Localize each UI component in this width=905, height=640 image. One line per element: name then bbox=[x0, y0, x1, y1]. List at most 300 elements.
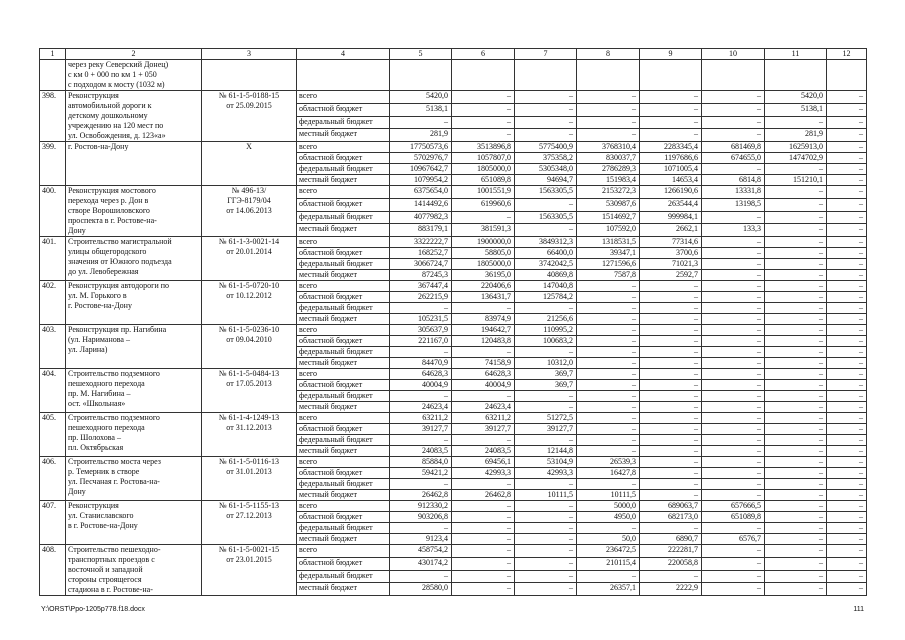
amount-cell: – bbox=[765, 424, 827, 435]
budget-source: местный бюджет bbox=[297, 175, 390, 186]
column-number: 10 bbox=[702, 49, 765, 60]
amount-cell: 40869,8 bbox=[515, 270, 577, 281]
amount-cell: – bbox=[827, 270, 867, 281]
amount-cell: – bbox=[515, 479, 577, 490]
amount-cell: 10967642,7 bbox=[390, 164, 452, 175]
budget-source: местный бюджет bbox=[297, 270, 390, 281]
expertise-line: № 61-1-5-0720-10 bbox=[218, 281, 280, 290]
amount-cell: – bbox=[827, 391, 867, 402]
amount-cell: 4950,0 bbox=[577, 512, 640, 523]
amount-cell: – bbox=[577, 380, 640, 391]
table-row bbox=[40, 60, 867, 91]
amount-cell bbox=[765, 60, 827, 91]
amount-cell: – bbox=[827, 490, 867, 501]
amount-cell: 681469,8 bbox=[702, 142, 765, 153]
amount-cell: – bbox=[765, 468, 827, 479]
amount-cell: – bbox=[640, 358, 702, 369]
expertise-line: № 61-1-5-0021-15 bbox=[218, 545, 280, 554]
expertise-line: от 31.12.2013 bbox=[226, 423, 272, 432]
object-name bbox=[66, 186, 202, 237]
object-name bbox=[66, 237, 202, 281]
expertise-conclusion bbox=[202, 142, 297, 186]
budget-source: федеральный бюджет bbox=[297, 303, 390, 314]
amount-cell: 36195,0 bbox=[452, 270, 515, 281]
budget-source: областной бюджет bbox=[297, 248, 390, 259]
amount-cell: 120483,8 bbox=[452, 336, 515, 347]
amount-cell: – bbox=[827, 435, 867, 446]
amount-cell: 40004,9 bbox=[390, 380, 452, 391]
amount-cell: – bbox=[640, 347, 702, 358]
amount-cell: – bbox=[827, 292, 867, 303]
amount-cell: – bbox=[702, 211, 765, 224]
amount-cell: 1271596,6 bbox=[577, 259, 640, 270]
amount-cell: – bbox=[827, 468, 867, 479]
amount-cell: – bbox=[640, 523, 702, 534]
object-name bbox=[66, 457, 202, 501]
expertise-line: № 496-13/ bbox=[231, 186, 267, 195]
amount-cell: 84470,9 bbox=[390, 358, 452, 369]
budget-source: областной бюджет bbox=[297, 424, 390, 435]
amount-cell: – bbox=[577, 325, 640, 336]
table-row bbox=[40, 369, 867, 380]
column-number: 1 bbox=[40, 49, 66, 60]
amount-cell: 58805,0 bbox=[452, 248, 515, 259]
amount-cell: 1071005,4 bbox=[640, 164, 702, 175]
expertise-conclusion bbox=[202, 60, 297, 91]
amount-cell: 220406,6 bbox=[452, 281, 515, 292]
amount-cell: – bbox=[702, 490, 765, 501]
footer-file-path: Y:\ORST\Ppo-1205p778.f18.docx bbox=[41, 606, 145, 613]
amount-cell: – bbox=[452, 545, 515, 558]
amount-cell: 903206,8 bbox=[390, 512, 452, 523]
object-name-line: значения от Южного подъезда bbox=[68, 257, 172, 266]
amount-cell: 369,7 bbox=[515, 369, 577, 380]
amount-cell: – bbox=[827, 164, 867, 175]
object-name-line: в г. Ростове-на-Дону bbox=[68, 521, 138, 530]
column-number-row bbox=[40, 49, 867, 60]
amount-cell: 458754,2 bbox=[390, 545, 452, 558]
item-number: 406. bbox=[40, 457, 66, 501]
expertise-line: от 27.12.2013 bbox=[226, 511, 272, 520]
amount-cell: 220058,8 bbox=[640, 557, 702, 570]
object-name-line: с подходом к мосту (1032 м) bbox=[68, 80, 165, 89]
amount-cell: 221167,0 bbox=[390, 336, 452, 347]
amount-cell: – bbox=[577, 347, 640, 358]
object-name-line: Строительство пешеходно- bbox=[68, 545, 161, 554]
amount-cell: 6814,8 bbox=[702, 175, 765, 186]
amount-cell: 5702976,7 bbox=[390, 153, 452, 164]
column-number: 4 bbox=[297, 49, 390, 60]
amount-cell: – bbox=[827, 211, 867, 224]
amount-cell: – bbox=[702, 391, 765, 402]
amount-cell: – bbox=[765, 512, 827, 523]
amount-cell: – bbox=[515, 198, 577, 211]
amount-cell: – bbox=[452, 570, 515, 583]
item-number: 398. bbox=[40, 91, 66, 142]
amount-cell: – bbox=[702, 314, 765, 325]
amount-cell: – bbox=[827, 358, 867, 369]
amount-cell: – bbox=[827, 224, 867, 237]
amount-cell: – bbox=[390, 116, 452, 129]
column-number: 12 bbox=[827, 49, 867, 60]
amount-cell: – bbox=[827, 259, 867, 270]
amount-cell: – bbox=[452, 391, 515, 402]
budget-source: областной бюджет bbox=[297, 198, 390, 211]
amount-cell: – bbox=[765, 303, 827, 314]
object-name-line: г. Ростове-на-Дону bbox=[68, 301, 132, 310]
amount-cell: 1266190,6 bbox=[640, 186, 702, 199]
amount-cell: – bbox=[640, 380, 702, 391]
amount-cell: – bbox=[827, 523, 867, 534]
amount-cell: 40004,9 bbox=[452, 380, 515, 391]
object-name bbox=[66, 369, 202, 413]
amount-cell: 3066724,7 bbox=[390, 259, 452, 270]
amount-cell: – bbox=[702, 413, 765, 424]
object-name-line: автомобильной дороги к bbox=[68, 101, 152, 110]
amount-cell: – bbox=[702, 369, 765, 380]
amount-cell: 1001551,9 bbox=[452, 186, 515, 199]
amount-cell: – bbox=[702, 358, 765, 369]
amount-cell: 66400,0 bbox=[515, 248, 577, 259]
amount-cell: – bbox=[640, 413, 702, 424]
amount-cell: 28580,0 bbox=[390, 583, 452, 596]
budget-source: федеральный бюджет bbox=[297, 479, 390, 490]
amount-cell: – bbox=[702, 545, 765, 558]
amount-cell: 17750573,6 bbox=[390, 142, 452, 153]
amount-cell: 3700,6 bbox=[640, 248, 702, 259]
amount-cell: – bbox=[452, 211, 515, 224]
amount-cell: – bbox=[577, 391, 640, 402]
budget-source: всего bbox=[297, 186, 390, 199]
object-name-line: Строительство моста через bbox=[68, 457, 161, 466]
amount-cell: 369,7 bbox=[515, 380, 577, 391]
amount-cell: 222281,7 bbox=[640, 545, 702, 558]
item-number: 407. bbox=[40, 501, 66, 545]
amount-cell: – bbox=[765, 583, 827, 596]
column-number: 5 bbox=[390, 49, 452, 60]
amount-cell: – bbox=[640, 424, 702, 435]
amount-cell: – bbox=[577, 413, 640, 424]
amount-cell: – bbox=[827, 424, 867, 435]
amount-cell: – bbox=[452, 512, 515, 523]
amount-cell: – bbox=[452, 583, 515, 596]
amount-cell: 24083,5 bbox=[390, 446, 452, 457]
amount-cell: – bbox=[827, 303, 867, 314]
amount-cell: 151983,4 bbox=[577, 175, 640, 186]
object-name-line: г. Ростов-на-Дону bbox=[68, 142, 129, 151]
amount-cell: 24623,4 bbox=[390, 402, 452, 413]
amount-cell: – bbox=[827, 347, 867, 358]
object-name bbox=[66, 91, 202, 142]
amount-cell: – bbox=[577, 424, 640, 435]
expertise-line: ГГЭ-8179/04 bbox=[227, 196, 271, 205]
amount-cell: – bbox=[827, 186, 867, 199]
amount-cell: – bbox=[515, 91, 577, 104]
amount-cell: – bbox=[765, 211, 827, 224]
amount-cell: – bbox=[765, 479, 827, 490]
table-row bbox=[40, 281, 867, 292]
amount-cell: 10312,0 bbox=[515, 358, 577, 369]
object-name-line: ул. Ларина) bbox=[68, 345, 108, 354]
amount-cell: 999984,1 bbox=[640, 211, 702, 224]
budget-source: федеральный бюджет bbox=[297, 570, 390, 583]
amount-cell: – bbox=[577, 402, 640, 413]
amount-cell: – bbox=[577, 303, 640, 314]
item-number: 403. bbox=[40, 325, 66, 369]
budget-source: федеральный бюджет bbox=[297, 391, 390, 402]
amount-cell: 3768310,4 bbox=[577, 142, 640, 153]
amount-cell: 42993,3 bbox=[515, 468, 577, 479]
amount-cell: 71021,3 bbox=[640, 259, 702, 270]
object-name-line: через реку Северский Донец) bbox=[68, 60, 169, 69]
amount-cell: 39127,7 bbox=[390, 424, 452, 435]
table-row bbox=[40, 325, 867, 336]
amount-cell: – bbox=[515, 103, 577, 116]
table-row bbox=[40, 142, 867, 153]
amount-cell: – bbox=[702, 570, 765, 583]
amount-cell: – bbox=[452, 103, 515, 116]
amount-cell: – bbox=[702, 237, 765, 248]
amount-cell bbox=[702, 60, 765, 91]
amount-cell bbox=[452, 60, 515, 91]
amount-cell: – bbox=[827, 116, 867, 129]
amount-cell: – bbox=[577, 435, 640, 446]
amount-cell: – bbox=[827, 91, 867, 104]
object-name-line: проспекта в г. Ростове-на- bbox=[68, 216, 157, 225]
object-name-line: улицы общегородского bbox=[68, 247, 147, 256]
item-number: 404. bbox=[40, 369, 66, 413]
object-name-line: Дону bbox=[68, 226, 86, 235]
amount-cell: 2153272,3 bbox=[577, 186, 640, 199]
amount-cell: 136431,7 bbox=[452, 292, 515, 303]
amount-cell: 430174,2 bbox=[390, 557, 452, 570]
amount-cell: – bbox=[577, 369, 640, 380]
amount-cell: 105231,5 bbox=[390, 314, 452, 325]
object-name bbox=[66, 325, 202, 369]
amount-cell: – bbox=[577, 446, 640, 457]
amount-cell: 10111,5 bbox=[577, 490, 640, 501]
expertise-conclusion bbox=[202, 457, 297, 501]
amount-cell: 16427,8 bbox=[577, 468, 640, 479]
item-number: 405. bbox=[40, 413, 66, 457]
amount-cell: 1318531,5 bbox=[577, 237, 640, 248]
amount-cell: – bbox=[765, 402, 827, 413]
amount-cell: – bbox=[640, 129, 702, 142]
amount-cell: 13331,8 bbox=[702, 186, 765, 199]
amount-cell: – bbox=[640, 314, 702, 325]
amount-cell: – bbox=[827, 129, 867, 142]
object-name-line: пешеходного перехода bbox=[68, 379, 145, 388]
budget-source: федеральный бюджет bbox=[297, 211, 390, 224]
amount-cell: 194642,7 bbox=[452, 325, 515, 336]
budget-source: всего bbox=[297, 325, 390, 336]
amount-cell: – bbox=[765, 248, 827, 259]
amount-cell: – bbox=[702, 116, 765, 129]
budget-source: областной бюджет bbox=[297, 292, 390, 303]
object-name-line: Строительство подземного bbox=[68, 413, 160, 422]
amount-cell: – bbox=[827, 314, 867, 325]
expertise-conclusion bbox=[202, 91, 297, 142]
amount-cell: – bbox=[702, 129, 765, 142]
expertise-line: от 20.01.2014 bbox=[226, 247, 272, 256]
amount-cell: – bbox=[515, 402, 577, 413]
amount-cell: – bbox=[827, 534, 867, 545]
amount-cell: – bbox=[765, 380, 827, 391]
table-row bbox=[40, 237, 867, 248]
object-name-line: ул. Песчаная г. Ростова-на- bbox=[68, 477, 160, 486]
object-name-line: ул. Станиславского bbox=[68, 511, 134, 520]
amount-cell: 5305348,0 bbox=[515, 164, 577, 175]
budget-source: федеральный бюджет bbox=[297, 259, 390, 270]
amount-cell: – bbox=[765, 292, 827, 303]
amount-cell: 3322222,7 bbox=[390, 237, 452, 248]
amount-cell: – bbox=[765, 336, 827, 347]
table-row bbox=[40, 186, 867, 199]
budget-source: всего bbox=[297, 369, 390, 380]
amount-cell: 657666,5 bbox=[702, 501, 765, 512]
object-name bbox=[66, 501, 202, 545]
amount-cell: – bbox=[765, 501, 827, 512]
amount-cell: 110995,2 bbox=[515, 325, 577, 336]
amount-cell: 1414492,6 bbox=[390, 198, 452, 211]
amount-cell: – bbox=[702, 402, 765, 413]
amount-cell: 64628,3 bbox=[452, 369, 515, 380]
amount-cell: – bbox=[702, 523, 765, 534]
budget-source: федеральный бюджет bbox=[297, 116, 390, 129]
budget-source: всего bbox=[297, 413, 390, 424]
amount-cell: 85884,0 bbox=[390, 457, 452, 468]
expertise-line: № 61-1-5-0484-13 bbox=[218, 369, 280, 378]
amount-cell: 1563305,5 bbox=[515, 186, 577, 199]
amount-cell: 883179,1 bbox=[390, 224, 452, 237]
amount-cell: 682173,0 bbox=[640, 512, 702, 523]
object-name bbox=[66, 142, 202, 186]
amount-cell: – bbox=[827, 557, 867, 570]
column-number: 2 bbox=[66, 49, 202, 60]
amount-cell: – bbox=[702, 380, 765, 391]
amount-cell: 83974,9 bbox=[452, 314, 515, 325]
amount-cell: – bbox=[702, 248, 765, 259]
amount-cell: – bbox=[452, 523, 515, 534]
object-name bbox=[66, 545, 202, 596]
budget-source: местный бюджет bbox=[297, 446, 390, 457]
amount-cell: – bbox=[390, 523, 452, 534]
amount-cell: 2592,7 bbox=[640, 270, 702, 281]
budget-source: федеральный бюджет bbox=[297, 435, 390, 446]
amount-cell: – bbox=[702, 457, 765, 468]
amount-cell: – bbox=[640, 435, 702, 446]
amount-cell: – bbox=[827, 570, 867, 583]
object-name-line: учреждению на 120 мест по bbox=[68, 121, 164, 130]
amount-cell: – bbox=[702, 583, 765, 596]
amount-cell: 281,9 bbox=[390, 129, 452, 142]
amount-cell: 689063,7 bbox=[640, 501, 702, 512]
amount-cell: 3513896,8 bbox=[452, 142, 515, 153]
amount-cell: – bbox=[827, 142, 867, 153]
amount-cell: 26462,8 bbox=[452, 490, 515, 501]
expertise-line: от 25.09.2015 bbox=[226, 101, 272, 110]
object-name-line: пешеходного перехода bbox=[68, 423, 145, 432]
amount-cell: 64628,3 bbox=[390, 369, 452, 380]
object-name-line: Реконструкция bbox=[68, 501, 119, 510]
amount-cell: – bbox=[577, 336, 640, 347]
amount-cell: – bbox=[452, 435, 515, 446]
amount-cell: 1805000,0 bbox=[452, 259, 515, 270]
amount-cell: – bbox=[640, 446, 702, 457]
amount-cell: – bbox=[390, 570, 452, 583]
amount-cell: 12144,8 bbox=[515, 446, 577, 457]
amount-cell: 3849312,3 bbox=[515, 237, 577, 248]
amount-cell: – bbox=[765, 545, 827, 558]
object-name-line: Строительство магистральной bbox=[68, 237, 172, 246]
amount-cell: – bbox=[702, 336, 765, 347]
amount-cell: 53104,9 bbox=[515, 457, 577, 468]
amount-cell: – bbox=[827, 281, 867, 292]
amount-cell: – bbox=[827, 237, 867, 248]
amount-cell: 2283345,4 bbox=[640, 142, 702, 153]
amount-cell: – bbox=[765, 457, 827, 468]
budget-source: областной бюджет bbox=[297, 380, 390, 391]
object-name-line: Реконструкция пр. Нагибина bbox=[68, 325, 167, 334]
amount-cell: 7587,8 bbox=[577, 270, 640, 281]
amount-cell: – bbox=[827, 325, 867, 336]
amount-cell: 51272,5 bbox=[515, 413, 577, 424]
amount-cell: 5138,1 bbox=[765, 103, 827, 116]
amount-cell: 1197686,6 bbox=[640, 153, 702, 164]
budget-source: всего bbox=[297, 237, 390, 248]
budget-source: областной бюджет bbox=[297, 336, 390, 347]
amount-cell: 6890,7 bbox=[640, 534, 702, 545]
expertise-conclusion bbox=[202, 413, 297, 457]
amount-cell: 912330,2 bbox=[390, 501, 452, 512]
amount-cell: 5138,1 bbox=[390, 103, 452, 116]
object-name-line: Дону bbox=[68, 487, 86, 496]
amount-cell: – bbox=[765, 270, 827, 281]
amount-cell: – bbox=[827, 103, 867, 116]
budget-source bbox=[297, 60, 390, 91]
amount-cell: – bbox=[827, 380, 867, 391]
amount-cell: 1900000,0 bbox=[452, 237, 515, 248]
amount-cell: – bbox=[702, 91, 765, 104]
amount-cell: – bbox=[452, 116, 515, 129]
amount-cell: – bbox=[390, 303, 452, 314]
expertise-conclusion bbox=[202, 501, 297, 545]
expertise-conclusion bbox=[202, 237, 297, 281]
amount-cell: – bbox=[702, 325, 765, 336]
amount-cell: 87245,3 bbox=[390, 270, 452, 281]
budget-source: областной бюджет bbox=[297, 103, 390, 116]
amount-cell: 26462,8 bbox=[390, 490, 452, 501]
amount-cell: – bbox=[640, 369, 702, 380]
amount-cell: – bbox=[577, 281, 640, 292]
amount-cell: – bbox=[765, 557, 827, 570]
amount-cell: – bbox=[702, 259, 765, 270]
amount-cell: 59421,2 bbox=[390, 468, 452, 479]
amount-cell: 100683,2 bbox=[515, 336, 577, 347]
amount-cell: – bbox=[827, 413, 867, 424]
amount-cell: – bbox=[765, 523, 827, 534]
expertise-line: от 17.05.2013 bbox=[226, 379, 272, 388]
amount-cell: 14653,4 bbox=[640, 175, 702, 186]
amount-cell: – bbox=[577, 103, 640, 116]
expertise-line: № 61-1-5-1155-13 bbox=[219, 501, 279, 510]
amount-cell: – bbox=[640, 116, 702, 129]
amount-cell: 6576,7 bbox=[702, 534, 765, 545]
amount-cell: – bbox=[577, 314, 640, 325]
object-name-line: перехода через р. Дон в bbox=[68, 196, 149, 205]
expertise-conclusion bbox=[202, 369, 297, 413]
expertise-conclusion bbox=[202, 281, 297, 325]
